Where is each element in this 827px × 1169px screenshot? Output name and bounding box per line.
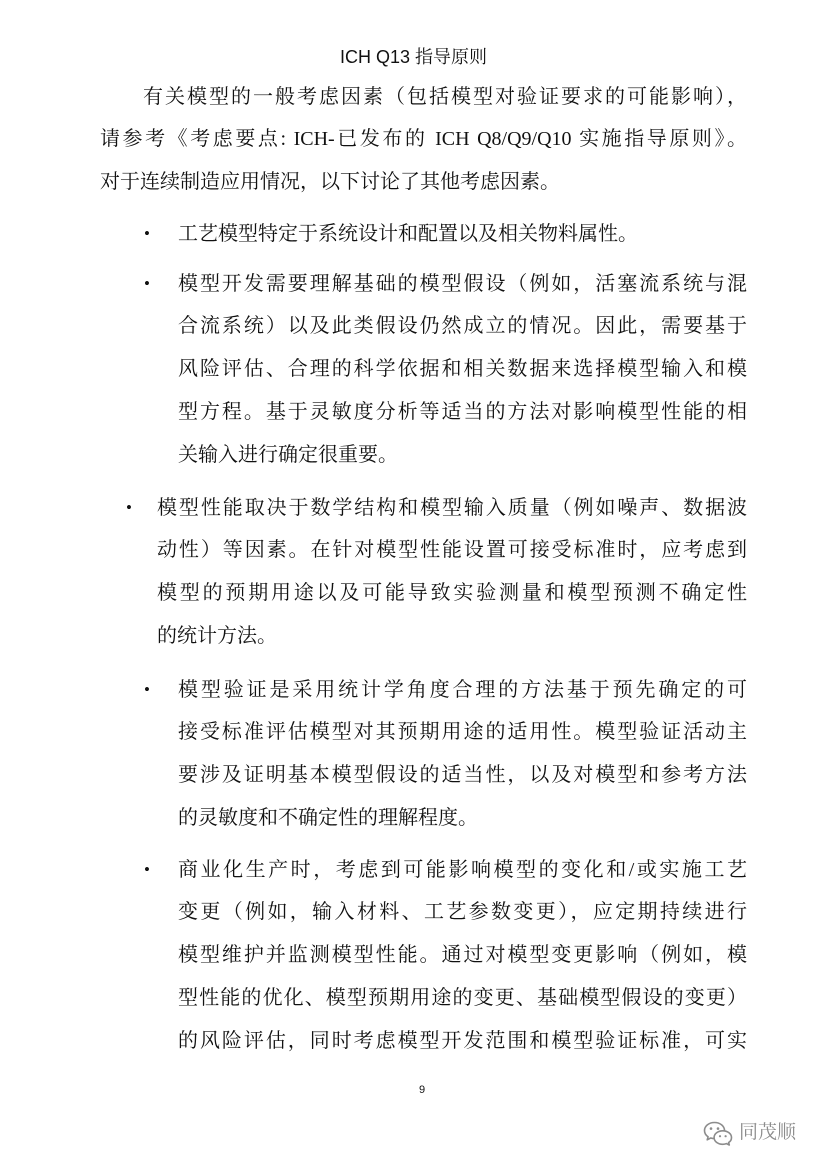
bullet-text-line: 风险评估、合理的科学依据和相关数据来选择模型输入和模 <box>178 358 747 381</box>
bullet-marker: • <box>144 223 150 243</box>
bullet-text-line: 动性）等因素。在针对模型性能设置可接受标准时，应考虑到 <box>157 539 747 562</box>
bullet-text-line: 工艺模型特定于系统设计和配置以及相关物料属性。 <box>178 222 638 245</box>
bullet-item <box>144 213 747 256</box>
wechat-icon <box>703 1120 733 1146</box>
bullet-item <box>126 487 747 658</box>
bullet-item <box>144 669 747 840</box>
bullet-item <box>144 263 747 477</box>
bullet-text-line: 的风险评估，同时考虑模型开发范围和模型验证标准，可实 <box>178 1029 747 1052</box>
bullet-text-line: 型方程。基于灵敏度分析等适当的方法对影响模型性能的相 <box>178 400 747 423</box>
bullet-item <box>144 849 747 1063</box>
intro-line: 请参考《考虑要点: ICH-已发布的 ICH Q8/Q9/Q10 实施指导原则》。 <box>100 128 747 151</box>
bullet-marker: • <box>144 859 150 879</box>
page-title: ICH Q13 指导原则 <box>339 47 488 67</box>
bullet-text-line: 要涉及证明基本模型假设的适当性，以及对模型和参考方法 <box>178 764 747 787</box>
bullet-marker: • <box>126 497 132 517</box>
watermark-text: 同茂顺 <box>739 1122 797 1143</box>
bullet-marker: • <box>144 273 150 293</box>
bullet-text-line: 模型开发需要理解基础的模型假设（例如，活塞流系统与混 <box>178 272 747 295</box>
page-number: 9 <box>418 1084 426 1096</box>
bullet-text-line: 合流系统）以及此类假设仍然成立的情况。因此，需要基于 <box>178 315 747 338</box>
bullet-text-line: 商业化生产时，考虑到可能影响模型的变化和/或实施工艺 <box>178 858 747 881</box>
bullet-text-line: 的灵敏度和不确定性的理解程度。 <box>178 806 478 829</box>
bullet-text-line: 关输入进行确定很重要。 <box>178 443 398 466</box>
bullet-text-line: 接受标准评估模型对其预期用途的适用性。模型验证活动主 <box>178 721 747 744</box>
bullet-text-line: 模型的预期用途以及可能导致实验测量和模型预测不确定性 <box>157 582 747 605</box>
intro-paragraph <box>100 76 747 204</box>
watermark <box>703 1119 796 1147</box>
bullet-marker: • <box>144 679 150 699</box>
bullet-text-line: 模型验证是采用统计学角度合理的方法基于预先确定的可 <box>178 678 747 701</box>
intro-line: 有关模型的一般考虑因素（包括模型对验证要求的可能影响）， <box>143 85 747 108</box>
intro-line: 对于连续制造应用情况，以下讨论了其他考虑因素。 <box>100 171 560 194</box>
bullet-text-line: 变更（例如，输入材料、工艺参数变更），应定期持续进行 <box>178 901 747 924</box>
bullet-text-line: 模型性能取决于数学结构和模型输入质量（例如噪声、数据波 <box>157 496 747 519</box>
bullet-text-line: 型性能的优化、模型预期用途的变更、基础模型假设的变更） <box>178 986 747 1009</box>
bullet-text-line: 模型维护并监测模型性能。通过对模型变更影响（例如，模 <box>178 944 747 967</box>
bullet-text-line: 的统计方法。 <box>157 624 277 647</box>
